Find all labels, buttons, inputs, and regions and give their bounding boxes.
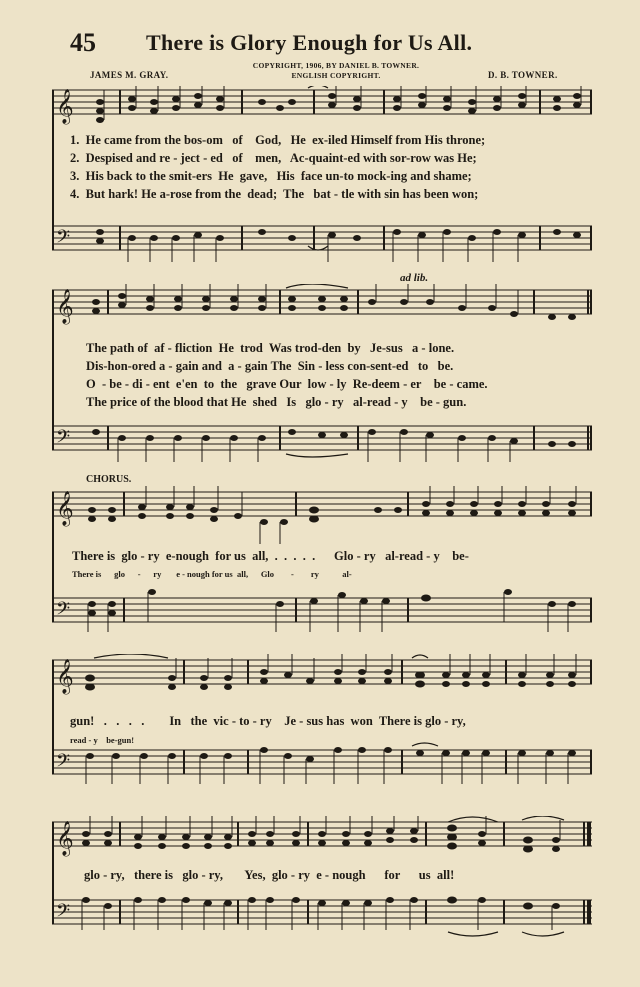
hymn-title: There is Glory Enough for Us All. [146,30,473,55]
chorus-marking: CHORUS. [86,474,132,485]
verse-4-line-1: 4. But hark! He a-rose from the dead; The bat - tle with sin has been won; [70,187,479,201]
lyricist-credit: JAMES M. GRAY. [90,70,169,80]
copyright-line-2: ENGLISH COPYRIGHT. [291,71,381,80]
hymn-number: 45 [70,28,96,57]
chorus-line-2-melody: gun! . . . . In the vic - to - ry Je - sus has won There is glo - ry, [70,714,466,728]
svg-text:𝄞: 𝄞 [56,89,74,124]
svg-text:𝄢: 𝄢 [56,901,71,926]
music-system-2 [52,284,592,464]
verse-3-line-1: 3. His back to the smit-ers He gave, His face un-to mock-ing and shame; [70,169,472,183]
chorus-line-1-bass: There is glo - ry e - nough for us all, Glo - ry al- [72,569,352,579]
verse-2-line-1: 2. Despised and re - ject - ed of men, Ac-quaint-ed with sor-row was He; [70,151,477,165]
svg-text:𝄞: 𝄞 [56,491,74,526]
svg-text:𝄢: 𝄢 [56,599,71,624]
svg-text:𝄢: 𝄢 [56,227,71,252]
verse-1-line-2: The path of af - fliction He trod Was trod-den by Je-sus a - lone. [86,341,455,355]
verse-1-line-1: 1. He came from the bos-om of God, He ex-iled Himself from His throne; [70,133,486,147]
svg-text:𝄞: 𝄞 [56,289,74,324]
music-system-5 [52,816,592,966]
composer-credit: D. B. TOWNER. [488,70,558,80]
verse-2-line-2: Dis-hon-ored a - gain and a - gain The Sin - less con-sent-ed to be. [86,359,454,373]
verse-3-line-2: O - be - di - ent e'en to the grave Our low - ly Re-deem - er be - came. [86,377,488,391]
chorus-line-1-melody: There is glo - ry e-nough for us all, . . . . . Glo - ry al-read - y be- [72,549,469,563]
ad-lib-marking: ad lib. [400,272,429,284]
chorus-line-2-bass: read - y be-gun! [70,735,135,745]
svg-text:𝄞: 𝄞 [56,659,74,694]
chorus-line-3-melody: glo - ry, there is glo - ry, Yes, glo - ry e - nough for us all! [84,868,455,882]
svg-text:𝄢: 𝄢 [56,427,71,452]
svg-text:𝄞: 𝄞 [56,821,74,856]
svg-text:𝄢: 𝄢 [56,751,71,776]
verse-4-line-2: The price of the blood that He shed Is glo - ry al-read - y be - gun. [86,395,467,409]
music-system-4 [52,654,592,804]
copyright-line-1: COPYRIGHT, 1906, BY DANIEL B. TOWNER. [252,61,420,70]
